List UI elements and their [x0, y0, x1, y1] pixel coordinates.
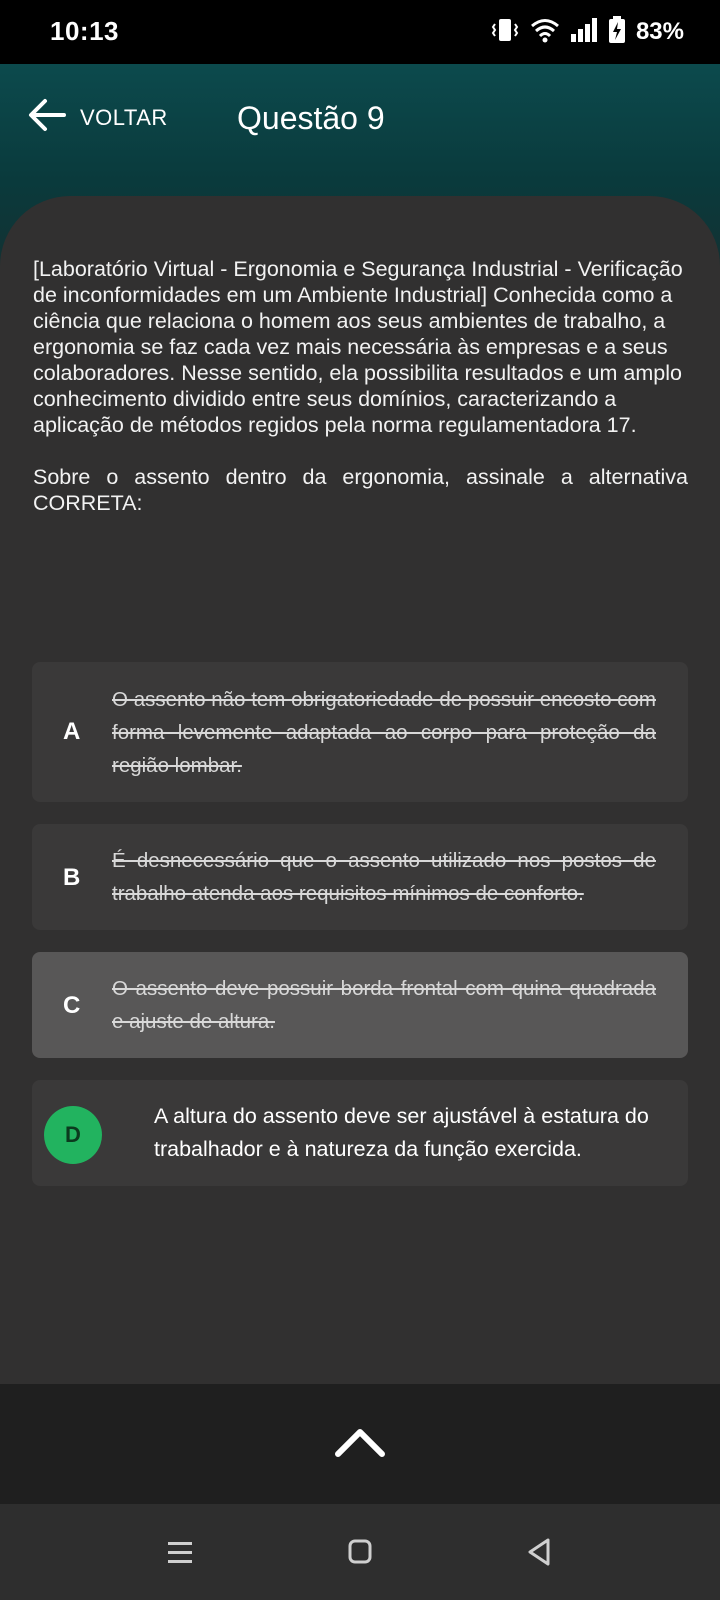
bottom-bar — [0, 1384, 720, 1504]
battery-charging-icon — [608, 16, 626, 49]
expand-button[interactable] — [332, 1422, 388, 1462]
home-button[interactable] — [342, 1534, 378, 1570]
chevron-up-icon — [332, 1449, 388, 1466]
recent-apps-button[interactable] — [162, 1534, 198, 1570]
option-text: A altura do assento deve ser ajustável à estatura do trabalhador e à natureza da função exercida. — [154, 1104, 649, 1161]
option-letter: B — [63, 864, 81, 891]
question-card — [0, 196, 720, 1386]
option-a[interactable] — [32, 662, 688, 802]
question-instruction: Sobre o assento dentro da ergonomia, assinale a alternativa CORRETA: — [33, 465, 688, 515]
system-nav-bar — [0, 1504, 720, 1600]
back-label: VOLTAR — [80, 104, 168, 130]
back-triangle-icon — [522, 1557, 558, 1574]
battery-percent: 83% — [635, 18, 684, 45]
question-text: [Laboratório Virtual - Ergonomia e Segurança Industrial - Verificação de inconformidades em um Ambiente Industrial] Conhecida como a ciência que relaciona o homem aos seus ambientes de trabalho, a ergonomia se faz cada vez mais necessária às empresas e a seus colaboradores. Nesse sentido, ela possibilita resultados e um amplo conhecimento dividido entre seus domínios, caracterizando a aplicação de métodos regidos pela norma regulamentadora 17. — [33, 257, 683, 437]
option-text: É desnecessário que o assento utilizado nos postos de trabalho atenda aos requisitos mínimos de conforto. — [112, 849, 656, 905]
status-bar — [0, 0, 720, 64]
question-block — [33, 256, 688, 516]
status-time: 10:13 — [50, 16, 119, 46]
option-letter: C — [63, 992, 81, 1019]
nav-back-button[interactable] — [522, 1534, 558, 1570]
back-button[interactable] — [28, 98, 168, 137]
wifi-icon — [530, 17, 560, 48]
correct-answer-badge: D — [44, 1106, 102, 1164]
status-icons — [490, 14, 684, 50]
option-b[interactable] — [32, 824, 688, 930]
option-c[interactable] — [32, 952, 688, 1058]
signal-icon — [570, 17, 598, 48]
page-title: Questão 9 — [237, 100, 385, 136]
option-text: O assento deve possuir borda frontal com quina quadrada e ajuste de altura. — [112, 977, 656, 1033]
recent-apps-icon — [162, 1557, 198, 1574]
option-text: O assento não tem obrigatoriedade de possuir encosto com forma levemente adaptada ao corpo para proteção da região lombar. — [112, 688, 656, 777]
option-letter: A — [63, 718, 81, 745]
vibrate-icon — [490, 17, 520, 48]
option-d[interactable] — [32, 1080, 688, 1186]
home-icon — [342, 1557, 378, 1574]
arrow-left-icon — [28, 98, 66, 137]
